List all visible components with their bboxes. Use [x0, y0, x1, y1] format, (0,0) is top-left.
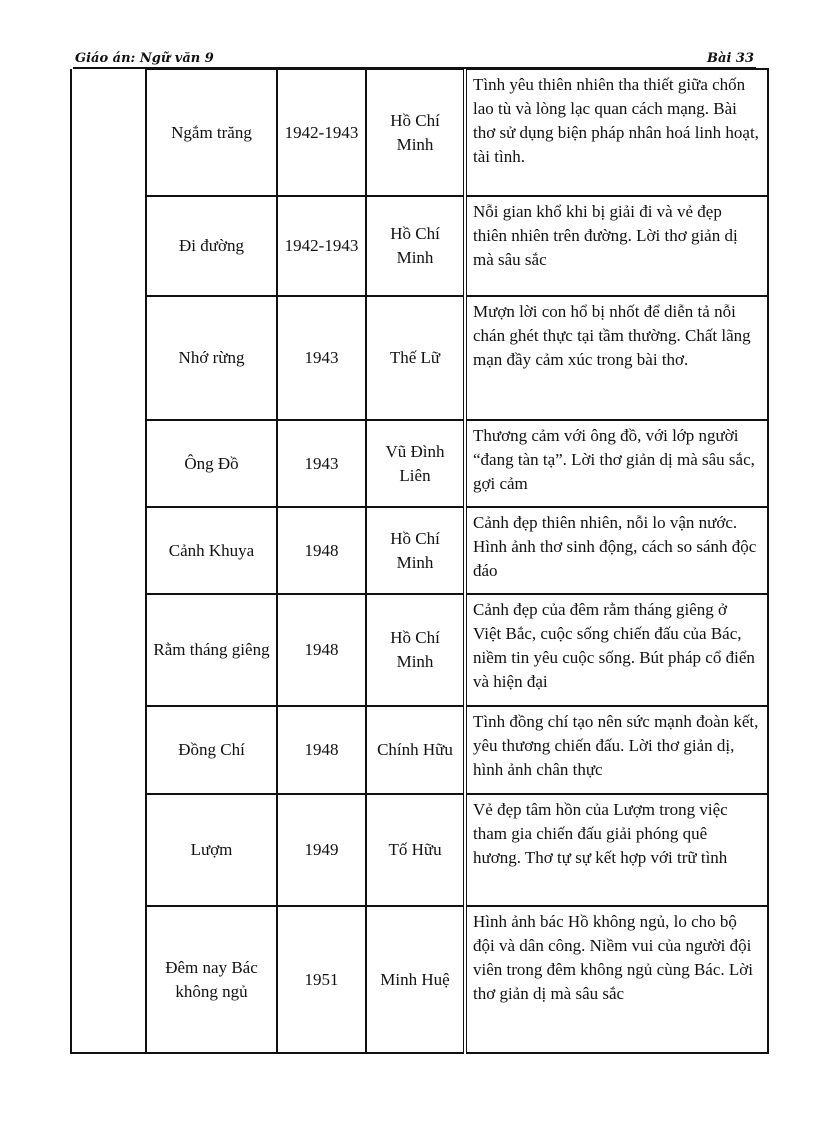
- table-row: [71, 507, 768, 594]
- poem-author-cell: Tố Hữu: [366, 794, 465, 906]
- header-lesson-number: Bài 33: [707, 51, 754, 66]
- poem-content-cell: Mượn lời con hổ bị nhốt để diễn tả nỗi chán ghét thực tại tầm thường. Chất lãng mạn đầy cảm xúc trong bài thơ.: [465, 296, 768, 420]
- poem-title-cell: Cảnh Khuya: [146, 507, 277, 594]
- poem-content-cell: Hình ảnh bác Hồ không ngủ, lo cho bộ đội và dân công. Niềm vui của người đội viên trong đêm không ngủ cùng Bác. Lời thơ giản dị mà sâu sắc: [465, 906, 768, 1053]
- poem-title-cell: Nhớ rừng: [146, 296, 277, 420]
- page-header: [73, 50, 756, 68]
- poem-title-cell: Đêm nay Bác không ngủ: [146, 906, 277, 1053]
- table-row: [71, 196, 768, 296]
- poem-content-cell: Cảnh đẹp thiên nhiên, nỗi lo vận nước. Hình ảnh thơ sinh động, cách so sánh độc đáo: [465, 507, 768, 594]
- poem-author-cell: Chính Hữu: [366, 706, 465, 794]
- poems-table: [70, 68, 769, 1054]
- poem-year-cell: 1943: [277, 420, 366, 507]
- poem-year-cell: 1942-1943: [277, 69, 366, 196]
- poem-content-cell: Tình đồng chí tạo nên sức mạnh đoàn kết, yêu thương chiến đấu. Lời thơ giản dị, hình ảnh chân thực: [465, 706, 768, 794]
- header-lesson-plan-title: Giáo án: Ngữ văn 9: [75, 51, 214, 66]
- empty-index-cell: [71, 69, 146, 1053]
- poem-title-cell: Đồng Chí: [146, 706, 277, 794]
- table-row: [71, 906, 768, 1053]
- poem-author-cell: Hồ Chí Minh: [366, 69, 465, 196]
- poem-title-cell: Ngắm trăng: [146, 69, 277, 196]
- poem-content-cell: Cảnh đẹp của đêm rằm tháng giêng ở Việt Bắc, cuộc sống chiến đấu của Bác, niềm tin yêu cuộc sống. Bút pháp cổ điển và hiện đại: [465, 594, 768, 706]
- poem-title-cell: Rằm tháng giêng: [146, 594, 277, 706]
- table-row: [71, 594, 768, 706]
- poem-content-cell: Nỗi gian khổ khi bị giải đi và vẻ đẹp thiên nhiên trên đường. Lời thơ giản dị mà sâu sắc: [465, 196, 768, 296]
- poem-author-cell: Minh Huệ: [366, 906, 465, 1053]
- poem-author-cell: Hồ Chí Minh: [366, 594, 465, 706]
- poem-year-cell: 1949: [277, 794, 366, 906]
- poem-author-cell: Thế Lữ: [366, 296, 465, 420]
- poem-title-cell: Đi đường: [146, 196, 277, 296]
- poem-title-cell: Ông Đồ: [146, 420, 277, 507]
- poem-year-cell: 1948: [277, 507, 366, 594]
- poem-author-cell: Vũ Đình Liên: [366, 420, 465, 507]
- poem-content-cell: Tình yêu thiên nhiên tha thiết giữa chốn lao tù và lòng lạc quan cách mạng. Bài thơ sử dụng biện pháp nhân hoá linh hoạt, tài tình.: [465, 69, 768, 196]
- table-row: [71, 296, 768, 420]
- table-row: [71, 420, 768, 507]
- table-row: [71, 794, 768, 906]
- table-row: [71, 69, 768, 196]
- poem-year-cell: 1942-1943: [277, 196, 366, 296]
- table-row: [71, 706, 768, 794]
- poem-year-cell: 1948: [277, 594, 366, 706]
- poem-title-cell: Lượm: [146, 794, 277, 906]
- poem-content-cell: Thương cảm với ông đồ, với lớp người “đang tàn tạ”. Lời thơ giản dị mà sâu sắc, gợi cảm: [465, 420, 768, 507]
- poem-content-cell: Vẻ đẹp tâm hồn của Lượm trong việc tham gia chiến đấu giải phóng quê hương. Thơ tự sự kết hợp với trữ tình: [465, 794, 768, 906]
- poem-year-cell: 1951: [277, 906, 366, 1053]
- poem-author-cell: Hồ Chí Minh: [366, 507, 465, 594]
- poem-year-cell: 1943: [277, 296, 366, 420]
- poem-author-cell: Hồ Chí Minh: [366, 196, 465, 296]
- poem-year-cell: 1948: [277, 706, 366, 794]
